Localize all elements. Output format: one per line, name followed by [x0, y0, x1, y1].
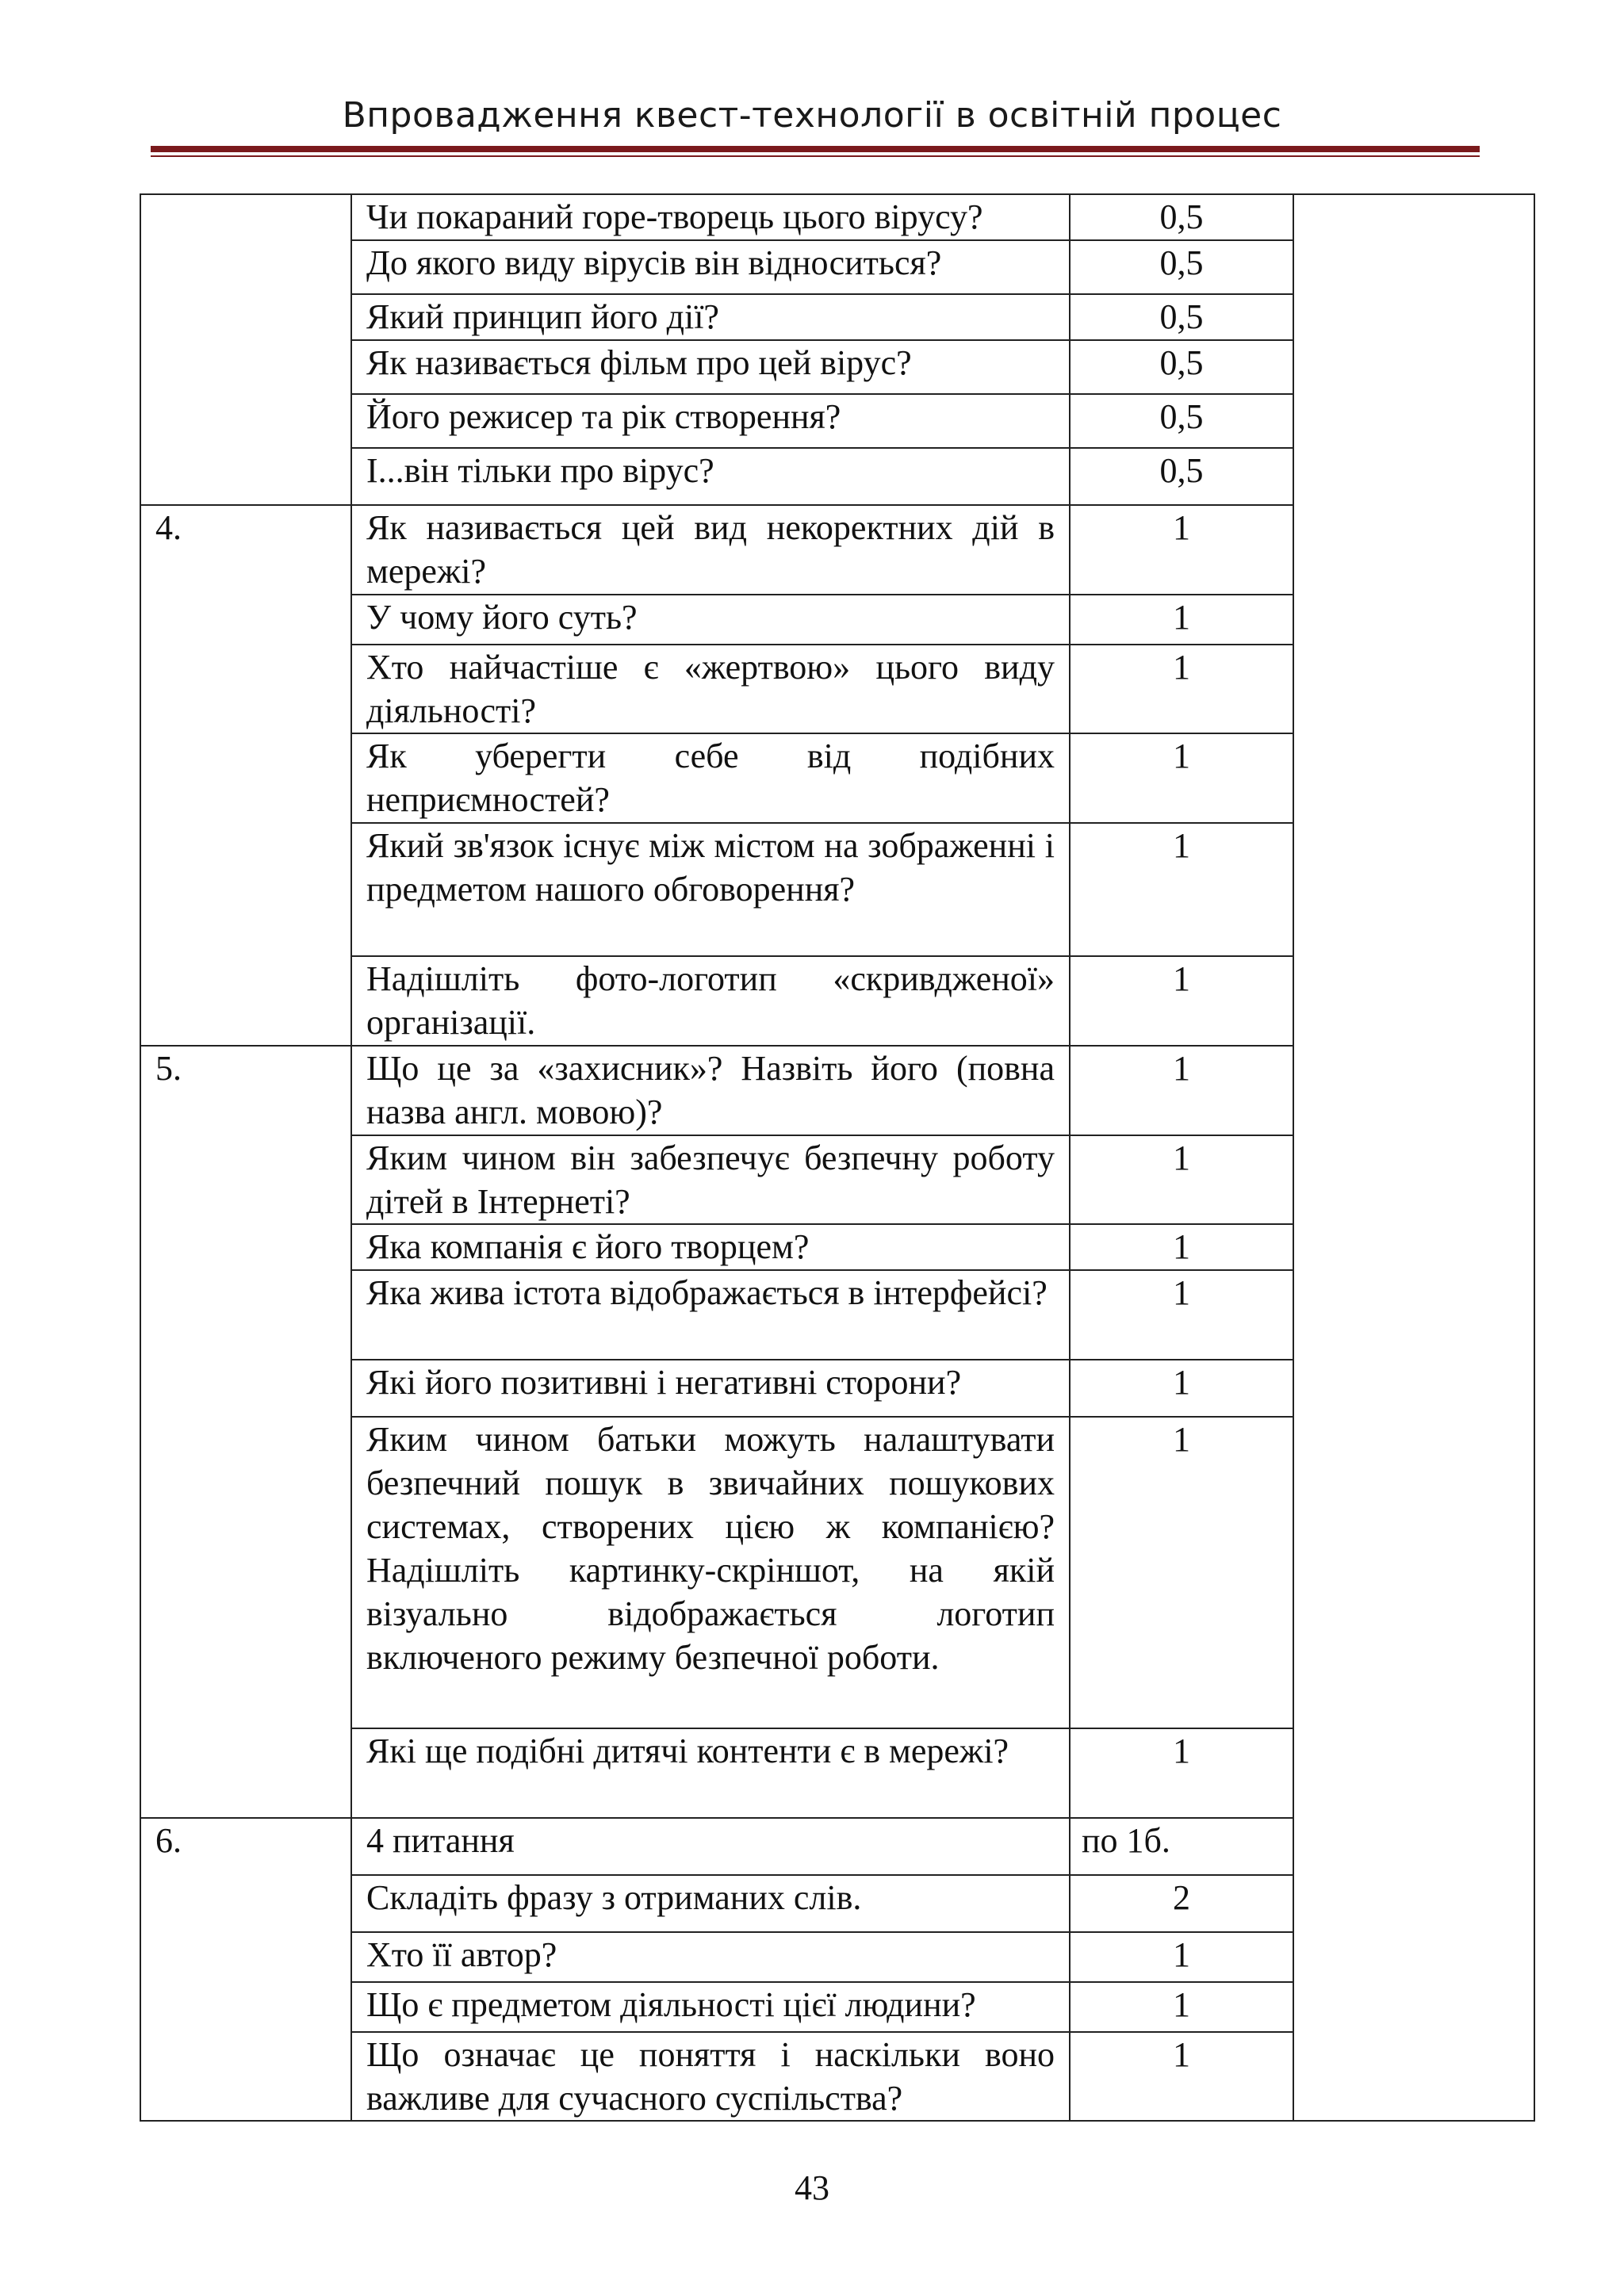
- score-cell: 0,5: [1070, 340, 1293, 394]
- score-cell: 1: [1070, 1270, 1293, 1360]
- score-cell: 0,5: [1070, 194, 1293, 240]
- question-cell: Як називається цей вид некоректних дій в мережі?: [351, 505, 1070, 595]
- question-cell: До якого виду вірусів він відноситься?: [351, 240, 1070, 294]
- task-number-cell: 5.: [140, 1046, 351, 1818]
- question-cell: Яка компанія є його творцем?: [351, 1224, 1070, 1270]
- question-cell: Хто найчастіше є «жертвою» цього виду діяльності?: [351, 645, 1070, 733]
- question-cell: Хто її автор?: [351, 1932, 1070, 1982]
- score-cell: 1: [1070, 1728, 1293, 1818]
- questions-table: [140, 193, 1535, 2122]
- question-cell: Складіть фразу з отриманих слів.: [351, 1875, 1070, 1932]
- question-cell: Як уберегти себе від подібних неприємностей?: [351, 733, 1070, 823]
- score-cell: 1: [1070, 595, 1293, 645]
- question-cell: Які його позитивні і негативні сторони?: [351, 1360, 1070, 1417]
- task-number-cell: 6.: [140, 1818, 351, 2121]
- score-cell: 1: [1070, 956, 1293, 1046]
- question-cell: І...він тільки про вірус?: [351, 448, 1070, 505]
- question-cell: Який зв'язок існує між містом на зображенні і предметом нашого обговорення?: [351, 823, 1070, 956]
- empty-column-cell: [1293, 194, 1534, 2121]
- question-cell: Яким чином батьки можуть налаштувати безпечний пошук в звичайних пошукових системах, створених цією ж компанією? Надішліть картинку-скріншот, на якій візуально відображається логотип включеного режиму безпечної роботи.: [351, 1417, 1070, 1728]
- score-cell: 1: [1070, 1046, 1293, 1135]
- score-cell: по 1б.: [1070, 1818, 1293, 1875]
- header-rule-thin: [151, 155, 1480, 157]
- score-cell: 1: [1070, 505, 1293, 595]
- question-cell: Як називається фільм про цей вірус?: [351, 340, 1070, 394]
- page-number: 43: [795, 2168, 829, 2207]
- question-cell: У чому його суть?: [351, 595, 1070, 645]
- score-cell: 0,5: [1070, 448, 1293, 505]
- table-row: [140, 194, 1534, 240]
- score-cell: 1: [1070, 1417, 1293, 1728]
- question-cell: Яка жива істота відображається в інтерфейсі?: [351, 1270, 1070, 1360]
- task-number-cell: 4.: [140, 505, 351, 1046]
- score-cell: 0,5: [1070, 394, 1293, 448]
- question-cell: Які ще подібні дитячі контенти є в мережі?: [351, 1728, 1070, 1818]
- question-cell: Його режисер та рік створення?: [351, 394, 1070, 448]
- question-cell: Що є предметом діяльності цієї людини?: [351, 1982, 1070, 2032]
- questions-table-body: [140, 194, 1534, 2121]
- score-cell: 1: [1070, 823, 1293, 956]
- question-cell: Чи покараний горе-творець цього вірусу?: [351, 194, 1070, 240]
- score-cell: 1: [1070, 1224, 1293, 1270]
- score-cell: 1: [1070, 2032, 1293, 2121]
- score-cell: 1: [1070, 1982, 1293, 2032]
- question-cell: Надішліть фото-логотип «скривдженої» організації.: [351, 956, 1070, 1046]
- score-cell: 2: [1070, 1875, 1293, 1932]
- score-cell: 1: [1070, 645, 1293, 733]
- score-cell: 1: [1070, 733, 1293, 823]
- score-cell: 1: [1070, 1135, 1293, 1224]
- question-cell: Що означає це поняття і наскільки воно важливе для сучасного суспільства?: [351, 2032, 1070, 2121]
- question-cell: Який принцип його дії?: [351, 294, 1070, 340]
- task-number-cell: [140, 194, 351, 505]
- question-cell: 4 питання: [351, 1818, 1070, 1875]
- score-cell: 0,5: [1070, 294, 1293, 340]
- score-cell: 1: [1070, 1932, 1293, 1982]
- header-rule-thick: [151, 146, 1480, 152]
- score-cell: 1: [1070, 1360, 1293, 1417]
- question-cell: Яким чином він забезпечує безпечну роботу дітей в Інтернеті?: [351, 1135, 1070, 1224]
- page-header-title: Впровадження квест-технології в освітній процес: [342, 95, 1282, 136]
- question-cell: Що це за «захисник»? Назвіть його (повна назва англ. мовою)?: [351, 1046, 1070, 1135]
- score-cell: 0,5: [1070, 240, 1293, 294]
